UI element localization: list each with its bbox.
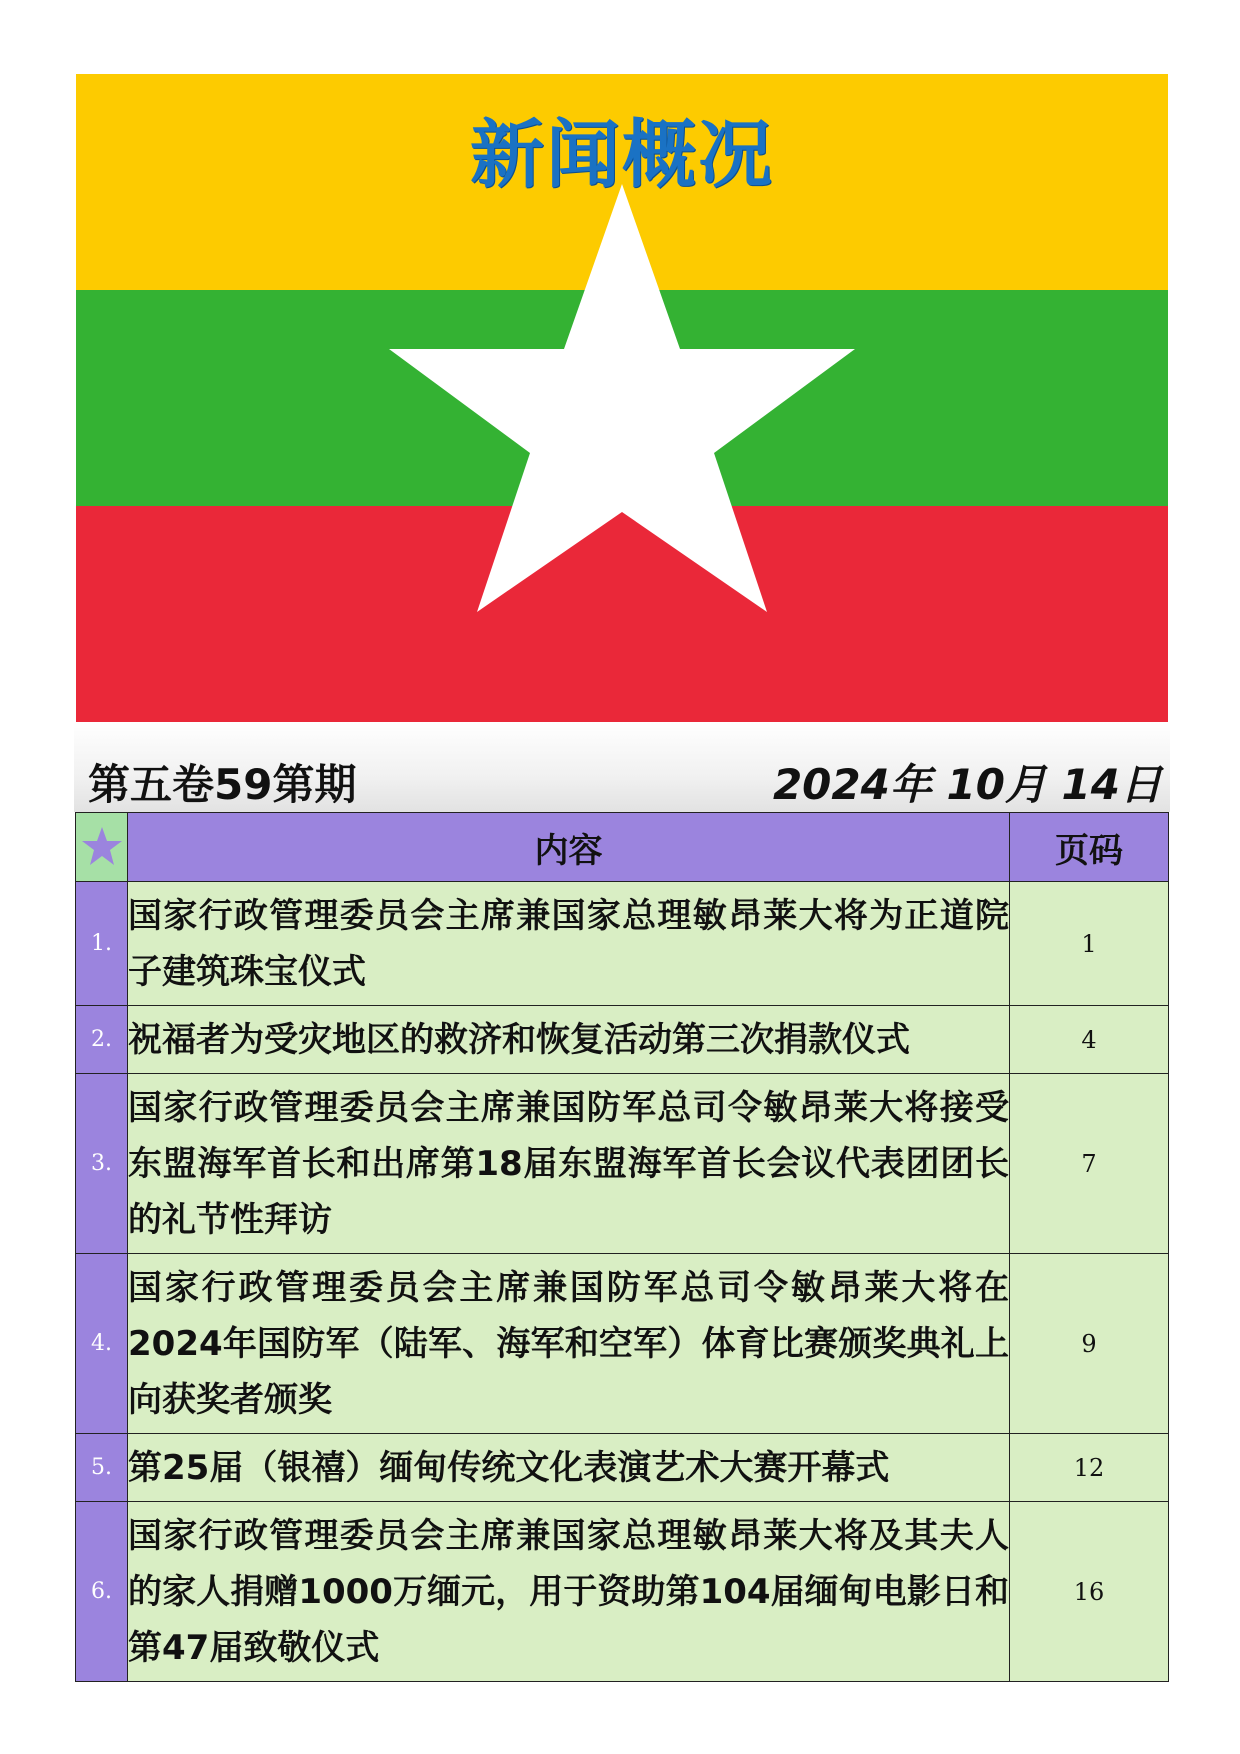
row-page: 12 [1010, 1434, 1169, 1502]
table-row[interactable] [76, 1006, 1169, 1074]
header-star-cell [76, 813, 128, 882]
row-title[interactable]: 国家行政管理委员会主席兼国家总理敏昂莱大将为正道院子建筑珠宝仪式 [128, 882, 1010, 1006]
issue-date: 2024年 10月 14日 [772, 760, 1162, 809]
flag-red-stripe [76, 506, 1168, 722]
table-row[interactable] [76, 1254, 1169, 1434]
row-page: 4 [1010, 1006, 1169, 1074]
row-title[interactable]: 国家行政管理委员会主席兼国防军总司令敏昂莱大将接受东盟海军首长和出席第18届东盟海军首长会议代表团团长的礼节性拜访 [128, 1074, 1010, 1254]
contents-table [75, 812, 1169, 1682]
row-page: 16 [1010, 1502, 1169, 1682]
row-page: 7 [1010, 1074, 1169, 1254]
table-row[interactable] [76, 1074, 1169, 1254]
row-number: 3. [76, 1074, 128, 1254]
header-content: 内容 [128, 813, 1010, 882]
row-page: 1 [1010, 882, 1169, 1006]
row-number: 6. [76, 1502, 128, 1682]
header-page: 页码 [1010, 813, 1169, 882]
row-title[interactable]: 祝福者为受灾地区的救济和恢复活动第三次捐款仪式 [128, 1006, 1010, 1074]
row-page: 9 [1010, 1254, 1169, 1434]
table-row[interactable] [76, 882, 1169, 1006]
table-header-row [76, 813, 1169, 882]
row-number: 4. [76, 1254, 128, 1434]
table-row[interactable] [76, 1434, 1169, 1502]
issue-volume: 第五卷59第期 [88, 760, 357, 809]
page-title: 新闻概况 [470, 112, 774, 198]
table-row[interactable] [76, 1502, 1169, 1682]
purple-star-icon [80, 825, 124, 869]
row-title[interactable]: 国家行政管理委员会主席兼国家总理敏昂莱大将及其夫人的家人捐赠1000万缅元，用于资助第104届缅甸电影日和第47届致敬仪式 [128, 1502, 1010, 1682]
row-number: 2. [76, 1006, 128, 1074]
flag-banner [76, 74, 1168, 722]
row-number: 5. [76, 1434, 128, 1502]
row-title[interactable]: 第25届（银禧）缅甸传统文化表演艺术大赛开幕式 [128, 1434, 1010, 1502]
row-number: 1. [76, 882, 128, 1006]
row-title[interactable]: 国家行政管理委员会主席兼国防军总司令敏昂莱大将在2024年国防军（陆军、海军和空军）体育比赛颁奖典礼上向获奖者颁奖 [128, 1254, 1010, 1434]
issue-bar [74, 722, 1170, 812]
